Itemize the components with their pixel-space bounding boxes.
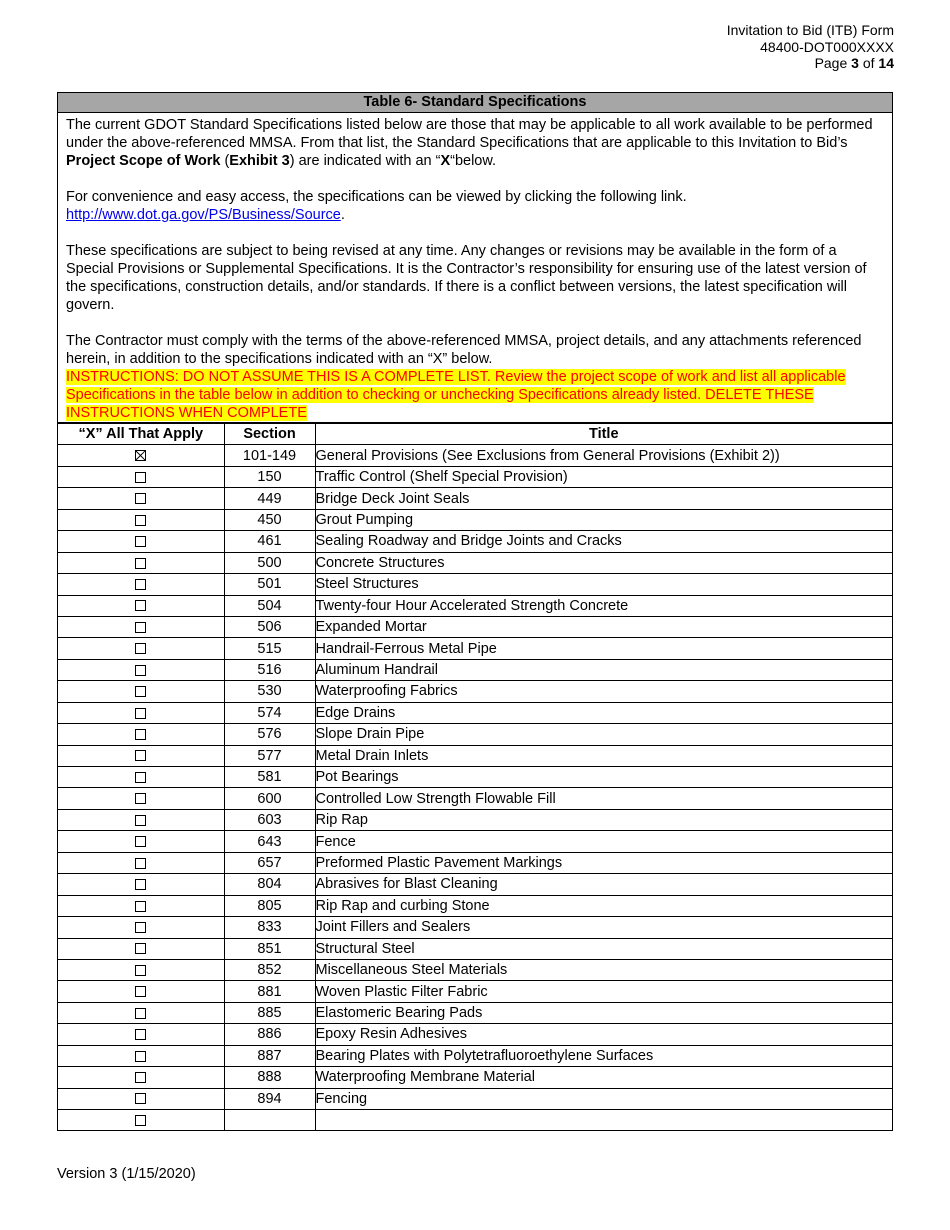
checkbox[interactable]: [135, 708, 146, 719]
table-row: [58, 1067, 892, 1088]
table-row: [58, 659, 892, 680]
apply-cell: [58, 1024, 224, 1045]
checkbox[interactable]: [135, 665, 146, 676]
section-cell: 504: [224, 595, 315, 616]
title-cell: Rip Rap and curbing Stone: [315, 895, 892, 916]
section-cell: 530: [224, 681, 315, 702]
title-cell: Miscellaneous Steel Materials: [315, 959, 892, 980]
apply-cell: [58, 745, 224, 766]
section-cell: 600: [224, 788, 315, 809]
title-cell: Steel Structures: [315, 574, 892, 595]
title-cell: Fencing: [315, 1088, 892, 1109]
title-cell: Expanded Mortar: [315, 616, 892, 637]
section-cell: 643: [224, 831, 315, 852]
section-cell: 450: [224, 509, 315, 530]
title-cell: Controlled Low Strength Flowable Fill: [315, 788, 892, 809]
title-cell: Metal Drain Inlets: [315, 745, 892, 766]
apply-cell: [58, 595, 224, 616]
title-cell: Slope Drain Pipe: [315, 724, 892, 745]
title-cell: Sealing Roadway and Bridge Joints and Cracks: [315, 531, 892, 552]
checkbox[interactable]: [135, 729, 146, 740]
apply-cell: [58, 1110, 224, 1131]
checkbox[interactable]: [135, 558, 146, 569]
title-cell: General Provisions (See Exclusions from General Provisions (Exhibit 2)): [315, 445, 892, 466]
section-cell: 657: [224, 852, 315, 873]
table-row: [58, 1045, 892, 1066]
section-cell: 574: [224, 702, 315, 723]
title-cell: Abrasives for Blast Cleaning: [315, 874, 892, 895]
table-row: [58, 852, 892, 873]
title-cell: Waterproofing Membrane Material: [315, 1067, 892, 1088]
section-cell: 894: [224, 1088, 315, 1109]
table-row: [58, 745, 892, 766]
section-cell: 603: [224, 809, 315, 830]
apply-cell: [58, 895, 224, 916]
section-cell: 506: [224, 616, 315, 637]
table-row: [58, 702, 892, 723]
section-cell: 461: [224, 531, 315, 552]
section-cell: 501: [224, 574, 315, 595]
table-row: [58, 874, 892, 895]
checkbox[interactable]: [135, 901, 146, 912]
title-cell: Fence: [315, 831, 892, 852]
table-row: [58, 1002, 892, 1023]
table-row: [58, 552, 892, 573]
intro-text: [58, 113, 892, 422]
checkbox[interactable]: [135, 536, 146, 547]
checkbox[interactable]: [135, 1051, 146, 1062]
apply-cell: [58, 959, 224, 980]
checkbox[interactable]: [135, 643, 146, 654]
title-cell: Edge Drains: [315, 702, 892, 723]
section-cell: 577: [224, 745, 315, 766]
apply-cell: [58, 874, 224, 895]
table-row: [58, 981, 892, 1002]
apply-cell: [58, 616, 224, 637]
table-row: [58, 1088, 892, 1109]
checkbox[interactable]: [135, 836, 146, 847]
checkbox[interactable]: [135, 515, 146, 526]
checkbox[interactable]: [135, 1093, 146, 1104]
title-cell: Joint Fillers and Sealers: [315, 917, 892, 938]
apply-cell: [58, 552, 224, 573]
section-cell: 888: [224, 1067, 315, 1088]
table-row: [58, 1024, 892, 1045]
intro-paragraph-4: The Contractor must comply with the terms of the above-referenced MMSA, project details, and any attachments referenced herein, in addition to the specifications indicated with an “X” below. INSTRUCTIONS: DO NOT ASSUME THIS IS A COMPLETE LIST. Review the project scope of work and list all applicable Specifications in the table below in addition to checking or unchecking Specifications already listed. DELETE THESE INSTRUCTIONS WHEN COMPLETE: [66, 333, 862, 421]
table-row: [58, 895, 892, 916]
apply-cell: [58, 981, 224, 1002]
table-header-row: [58, 423, 892, 445]
form-number: 48400-DOT000XXXX: [760, 38, 894, 55]
apply-cell: [58, 488, 224, 509]
table-row: [58, 638, 892, 659]
section-cell: [224, 1110, 315, 1131]
apply-cell: [58, 681, 224, 702]
section-cell: 101-149: [224, 445, 315, 466]
title-cell: Pot Bearings: [315, 767, 892, 788]
checkbox[interactable]: [135, 858, 146, 869]
intro-paragraph-1: The current GDOT Standard Specifications listed below are those that may be applicable to all work available to be performed under the above-referenced MMSA. From that list, the Standard Specifications that are applicable to this Invitation to Bid’s Project Scope of Work (Exhibit 3) are indicated with an “X“below.: [66, 117, 873, 169]
section-cell: 851: [224, 938, 315, 959]
title-cell: Aluminum Handrail: [315, 659, 892, 680]
section-cell: 150: [224, 466, 315, 487]
section-cell: 887: [224, 1045, 315, 1066]
apply-cell: [58, 852, 224, 873]
apply-cell: [58, 1088, 224, 1109]
title-cell: [315, 1110, 892, 1131]
table-row: [58, 809, 892, 830]
apply-cell: [58, 831, 224, 852]
checkbox[interactable]: [135, 622, 146, 633]
title-cell: Structural Steel: [315, 938, 892, 959]
section-cell: 881: [224, 981, 315, 1002]
apply-cell: [58, 917, 224, 938]
apply-cell: [58, 445, 224, 466]
apply-cell: [58, 702, 224, 723]
table-row: [58, 767, 892, 788]
section-cell: 852: [224, 959, 315, 980]
section-cell: 804: [224, 874, 315, 895]
section-cell: 805: [224, 895, 315, 916]
title-cell: Rip Rap: [315, 809, 892, 830]
checkbox[interactable]: [135, 579, 146, 590]
title-cell: Handrail-Ferrous Metal Pipe: [315, 638, 892, 659]
intro-paragraph-2: For convenience and easy access, the specifications can be viewed by clicking the following link. http://www.dot.ga.gov/PS/Business/Source.: [66, 189, 687, 223]
checkbox[interactable]: [135, 965, 146, 976]
section-cell: 833: [224, 917, 315, 938]
table-row: [58, 1110, 892, 1131]
table-row: [58, 488, 892, 509]
section-cell: 886: [224, 1024, 315, 1045]
column-header-title: Title: [315, 423, 892, 445]
apply-cell: [58, 1067, 224, 1088]
table-row: [58, 917, 892, 938]
apply-cell: [58, 724, 224, 745]
checkbox[interactable]: [135, 1115, 146, 1126]
title-cell: Twenty-four Hour Accelerated Strength Concrete: [315, 595, 892, 616]
section-cell: 885: [224, 1002, 315, 1023]
apply-cell: [58, 767, 224, 788]
column-header-section: Section: [224, 423, 315, 445]
title-cell: Woven Plastic Filter Fabric: [315, 981, 892, 1002]
title-cell: Concrete Structures: [315, 552, 892, 573]
checkbox[interactable]: [135, 750, 146, 761]
checkbox[interactable]: [135, 1029, 146, 1040]
table-row: [58, 616, 892, 637]
table-row: [58, 595, 892, 616]
checkbox[interactable]: [135, 686, 146, 697]
section-cell: 449: [224, 488, 315, 509]
checkbox[interactable]: [135, 493, 146, 504]
table-row: [58, 681, 892, 702]
checkbox[interactable]: [135, 1072, 146, 1083]
checkbox[interactable]: [135, 986, 146, 997]
title-cell: Traffic Control (Shelf Special Provision): [315, 466, 892, 487]
table-row: [58, 574, 892, 595]
apply-cell: [58, 531, 224, 552]
checked-checkbox[interactable]: [135, 450, 146, 461]
column-header-apply: “X” All That Apply: [58, 423, 224, 445]
form-title: Invitation to Bid (ITB) Form: [726, 22, 894, 38]
table-row: [58, 531, 892, 552]
title-cell: Bridge Deck Joint Seals: [315, 488, 892, 509]
checkbox[interactable]: [135, 879, 146, 890]
checkbox[interactable]: [135, 772, 146, 783]
table-row: [58, 724, 892, 745]
apply-cell: [58, 659, 224, 680]
apply-cell: [58, 509, 224, 530]
table-row: [58, 831, 892, 852]
table-row: [58, 959, 892, 980]
apply-cell: [58, 1002, 224, 1023]
table-title: Table 6- Standard Specifications: [58, 93, 892, 113]
checkbox[interactable]: [135, 943, 146, 954]
table-row: [58, 788, 892, 809]
page-number: Page 3 of 14: [814, 55, 894, 71]
instructions-highlight: INSTRUCTIONS: DO NOT ASSUME THIS IS A COMPLETE LIST. Review the project scope of work and list all applicable Specifications in the table below in addition to checking or unchecking Specifications already listed. DELETE THESE INSTRUCTIONS WHEN COMPLETE: [66, 369, 846, 421]
specifications-table: [58, 422, 892, 1130]
title-cell: Waterproofing Fabrics: [315, 681, 892, 702]
title-cell: Epoxy Resin Adhesives: [315, 1024, 892, 1045]
checkbox[interactable]: [135, 793, 146, 804]
checkbox[interactable]: [135, 600, 146, 611]
section-cell: 581: [224, 767, 315, 788]
table-row: [58, 938, 892, 959]
section-cell: 516: [224, 659, 315, 680]
apply-cell: [58, 809, 224, 830]
apply-cell: [58, 1045, 224, 1066]
table-row: [58, 509, 892, 530]
section-cell: 515: [224, 638, 315, 659]
table-body: [58, 445, 892, 1131]
apply-cell: [58, 574, 224, 595]
title-cell: Grout Pumping: [315, 509, 892, 530]
checkbox[interactable]: [135, 472, 146, 483]
apply-cell: [58, 638, 224, 659]
title-cell: Preformed Plastic Pavement Markings: [315, 852, 892, 873]
checkbox[interactable]: [135, 922, 146, 933]
title-cell: Elastomeric Bearing Pads: [315, 1002, 892, 1023]
page-header: [727, 22, 894, 72]
apply-cell: [58, 466, 224, 487]
section-cell: 500: [224, 552, 315, 573]
table-row: [58, 466, 892, 487]
specifications-link[interactable]: http://www.dot.ga.gov/PS/Business/Source: [66, 207, 341, 223]
checkbox[interactable]: [135, 1008, 146, 1019]
version-footer: Version 3 (1/15/2020): [57, 1166, 196, 1182]
intro-paragraph-3: These specifications are subject to being revised at any time. Any changes or revisions may be available in the form of a Special Provisions or Supplemental Specifications. It is the Contractor’s responsibility for ensuring use of the latest version of the specifications, construction details, and/or standards. If there is a conflict between versions, the latest specification will govern.: [66, 243, 867, 313]
section-cell: 576: [224, 724, 315, 745]
apply-cell: [58, 788, 224, 809]
checkbox[interactable]: [135, 815, 146, 826]
table-row: [58, 445, 892, 466]
title-cell: Bearing Plates with Polytetrafluoroethylene Surfaces: [315, 1045, 892, 1066]
specifications-box: [57, 92, 893, 1131]
apply-cell: [58, 938, 224, 959]
